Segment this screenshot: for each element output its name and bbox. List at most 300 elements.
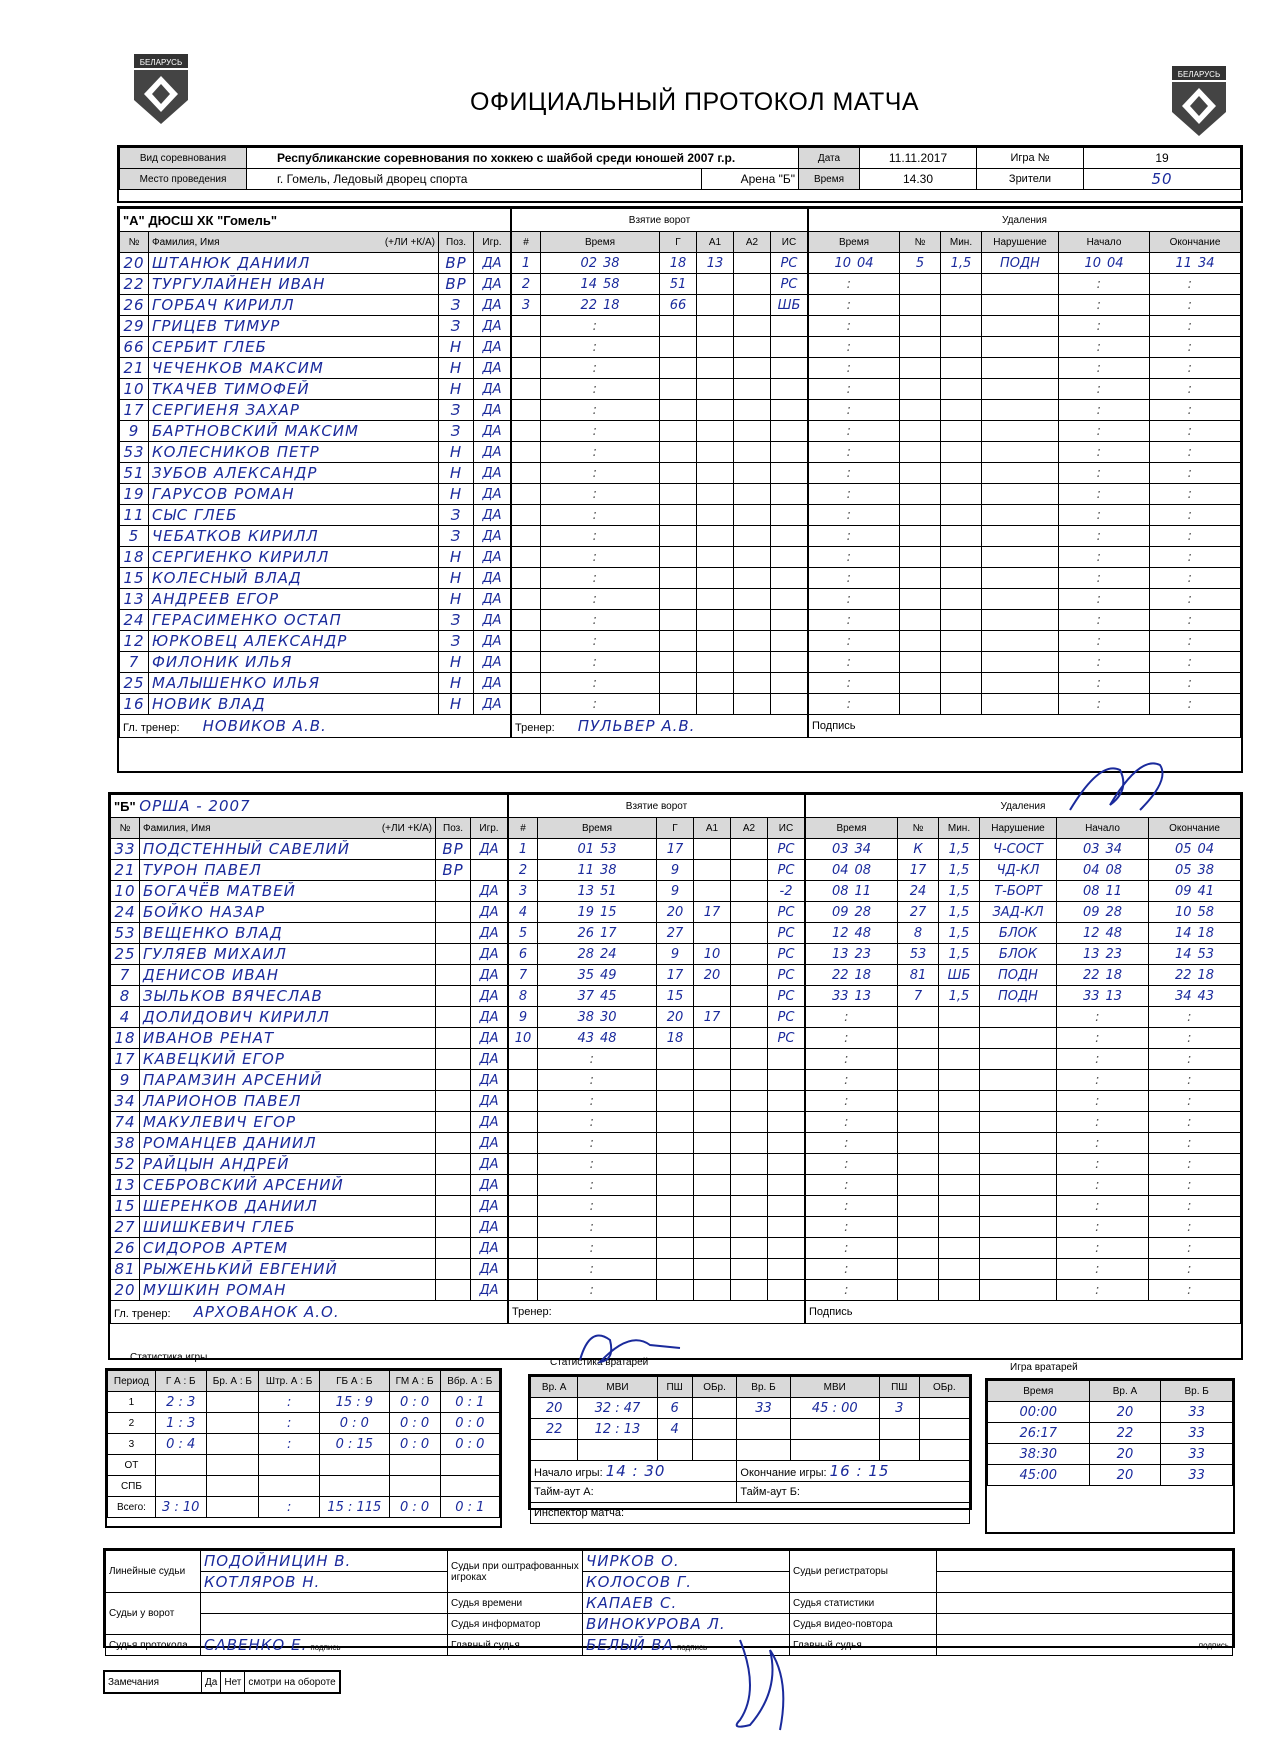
goal-min: 38 [538,1007,598,1028]
pen-start-min: : [1057,1238,1103,1259]
pen-start-min: 33 [1057,986,1103,1007]
pen-time-sec: 48 [852,923,898,944]
pen-start-sec [1103,1259,1149,1280]
goal-a1 [694,839,731,860]
goal-num [512,526,541,547]
pen-time-sec [852,1070,898,1091]
goal-min: 01 [538,839,598,860]
notes-yes[interactable]: Да [202,1672,221,1693]
pen-minutes [941,673,982,694]
goal-a2 [731,1112,768,1133]
player-pos: ВР [436,839,471,860]
pen-minutes [941,589,982,610]
table-row [531,1398,970,1419]
table-row [120,568,511,589]
pen-time-sec [854,358,900,379]
player-pos: Н [439,694,474,715]
table-row [111,1196,508,1217]
player-igr: ДА [474,253,511,274]
pen-start-sec [1104,547,1150,568]
goal-is: РС [768,1007,805,1028]
goal-row [509,881,805,902]
goal-a2 [731,923,768,944]
goal-scorer: 9 [657,860,694,881]
pen-infraction [982,484,1059,505]
table-cell [206,1455,259,1476]
goal-min: : [541,652,601,673]
player-name: РОМАНЦЕВ ДАНИИЛ [140,1133,436,1154]
pen-infraction [980,1028,1057,1049]
goal-row [512,589,808,610]
player-pos [436,1112,471,1133]
pen-infraction [982,337,1059,358]
goal-num: 7 [509,965,538,986]
player-pos: З [439,610,474,631]
goal-a1 [697,568,734,589]
page-title: ОФИЦИАЛЬНЫЙ ПРОТОКОЛ МАТЧА [470,88,920,116]
player-name: ЗЫЛЬКОВ ВЯЧЕСЛАВ [140,986,436,1007]
player-igr: ДА [471,1259,508,1280]
table-row [988,1444,1233,1465]
goal-sec [600,526,660,547]
table-cell: : [259,1392,320,1413]
pen-start-min: 13 [1057,944,1103,965]
goal-row [509,965,805,986]
table-cell: 6 [657,1398,692,1419]
pen-player: К [898,839,939,860]
pen-infraction [982,421,1059,442]
goal-num: 8 [509,986,538,1007]
team-a-sign: Подпись [809,715,1241,738]
goal-row [512,253,808,274]
pen-start-min: : [1057,1259,1103,1280]
pen-start-sec [1103,1238,1149,1259]
player-name: ПАРАМЗИН АРСЕНИЙ [140,1070,436,1091]
player-pos: Н [439,337,474,358]
team-b-sign: Подпись [806,1301,1241,1324]
goal-a2 [731,902,768,923]
pen-end-min: : [1150,589,1196,610]
pen-start-sec [1104,589,1150,610]
player-igr: ДА [471,944,508,965]
pen-end-min: 10 [1149,902,1195,923]
pen-start-sec: 28 [1103,902,1149,923]
goal-num [512,421,541,442]
pen-minutes: 1,5 [939,902,980,923]
goal-row [509,1196,805,1217]
goal-min: : [541,505,601,526]
goal-num [509,1070,538,1091]
pen-start-sec [1103,1007,1149,1028]
col-header: Вр. Б [1161,1381,1233,1402]
penalty-row [809,337,1241,358]
pen-end-min: : [1150,484,1196,505]
table-row [120,652,511,673]
player-name: ПОДСТЕННЫЙ САВЕЛИЙ [140,839,436,860]
pen-end-sec: 58 [1195,902,1241,923]
pen-time-min: : [809,589,855,610]
table-cell [320,1476,389,1497]
pen-start-sec [1103,1133,1149,1154]
player-number: 15 [111,1196,140,1217]
pen-minutes [941,547,982,568]
goal-sec [600,421,660,442]
goal-num [512,547,541,568]
pen-end-sec [1195,379,1241,400]
gkplay-title: Игра вратарей [1010,1362,1078,1373]
gk-title: Статистика вратарей [550,1357,649,1368]
goal-num [512,484,541,505]
pen-end-sec [1195,1280,1241,1301]
player-name: СЕРГИЕНКО КИРИЛЛ [149,547,439,568]
player-name: КОЛЕСНЫЙ ВЛАД [149,568,439,589]
player-number: 34 [111,1091,140,1112]
goal-row [509,944,805,965]
player-pos [436,1049,471,1070]
pen-time-min: : [809,295,855,316]
player-name: ТКАЧЕВ ТИМОФЕЙ [149,379,439,400]
goal-is: РС [768,860,805,881]
player-igr: ДА [474,463,511,484]
player-igr: ДА [474,652,511,673]
player-number: 13 [120,589,149,610]
signature-scribble-1 [1060,750,1180,820]
goal-row [512,421,808,442]
team-b-name-row: "Б" ОРША - 2007 [111,795,508,818]
pen-end-min: : [1149,1238,1195,1259]
team-a-head-coach-row: Гл. тренер: НОВИКОВ А.В. [120,715,511,738]
goal-row [509,839,805,860]
goal-a1 [697,673,734,694]
player-name: РАЙЦЫН АНДРЕЙ [140,1154,436,1175]
pen-end-min: 14 [1149,923,1195,944]
player-pos: З [439,421,474,442]
penalty-row [806,1049,1241,1070]
pen-start-min: : [1057,1091,1103,1112]
goal-scorer [660,673,697,694]
pen-time-sec [852,1238,898,1259]
player-igr: ДА [474,694,511,715]
pbox-label: Судьи при оштрафованных игроках [448,1551,583,1593]
table-cell: 15 : 9 [320,1392,389,1413]
goal-is [768,1049,805,1070]
table-cell: ОТ [108,1455,156,1476]
goal-min: : [538,1133,598,1154]
pen-time-sec [854,673,900,694]
pen-minutes [941,274,982,295]
pen-minutes [941,400,982,421]
goal-scorer [657,1196,694,1217]
table-row [120,694,511,715]
goal-num [512,358,541,379]
pen-start-min: : [1057,1196,1103,1217]
goal-sec [597,1154,657,1175]
player-name: ГУЛЯЕВ МИХАИЛ [140,944,436,965]
pen-player: 81 [898,965,939,986]
table-cell: 00:00 [988,1402,1090,1423]
pen-player [898,1070,939,1091]
pen-infraction [980,1154,1057,1175]
goal-a1 [697,379,734,400]
goal-row [512,463,808,484]
player-name: ФИЛОНИК ИЛЬЯ [149,652,439,673]
goal-sec [600,652,660,673]
penalty-row [806,1091,1241,1112]
goal-row [509,1259,805,1280]
player-igr: ДА [471,1196,508,1217]
date-label: Дата [799,148,860,169]
pen-player [898,1175,939,1196]
pen-start-sec [1103,1175,1149,1196]
goal-a1 [697,631,734,652]
info-label: Судья информатор [448,1614,583,1635]
goal-a2 [734,274,771,295]
player-name: СИДОРОВ АРТЕМ [140,1238,436,1259]
table-cell [879,1419,919,1440]
pen-end-min: : [1150,421,1196,442]
pen-player [900,673,941,694]
goal-a2 [734,442,771,463]
pen-end-sec [1195,316,1241,337]
goal-a2 [731,1028,768,1049]
player-number: 13 [111,1175,140,1196]
table-row [108,1392,500,1413]
pen-player: 24 [898,881,939,902]
pen-start-sec [1104,568,1150,589]
goal-scorer [660,442,697,463]
team-b-goals: Взятие ворот # Время Г А1 А2 ИС 1 01 53 17 РС 2 11 38 9 РС 3 13 51 9 -2 4 19 15 20 17 РС 5 26 17 27 РС 6 28 24 9 10 РС 7 35 49 17 20 РС 8 37 45 15 РС 9 38 30 20 17 РС 10 43 48 18 РС : : : : : : : : : : : : Тренер: [508,794,805,1324]
goal-is: -2 [768,881,805,902]
time-value: 14.30 [860,169,977,190]
pen-end-min: : [1150,379,1196,400]
pen-time-sec [854,526,900,547]
player-pos [436,1196,471,1217]
player-number: 66 [120,337,149,358]
pen-end-min: : [1150,631,1196,652]
player-number: 22 [120,274,149,295]
player-igr: ДА [474,484,511,505]
player-igr: ДА [471,902,508,923]
prot-judge: САВЕНКО Е. [204,1636,308,1654]
table-cell: : [259,1497,320,1518]
goal-a1 [694,1049,731,1070]
goal-a1: 17 [694,1007,731,1028]
player-pos [436,965,471,986]
goal-a2 [731,944,768,965]
pen-end-sec: 43 [1195,986,1241,1007]
pen-time-sec [852,1049,898,1070]
pen-player [898,1238,939,1259]
goal-row [512,442,808,463]
table-cell: 20 [1089,1402,1161,1423]
table-row [120,274,511,295]
pen-start-min: 09 [1057,902,1103,923]
table-cell: 33 [1161,1423,1233,1444]
pen-start-min: : [1059,589,1105,610]
penalty-row [806,1238,1241,1259]
goal-num [512,379,541,400]
pen-player [900,589,941,610]
col-header: Период [108,1371,156,1392]
goal-a2 [731,1154,768,1175]
pen-time-min: : [809,274,855,295]
goal-row [509,860,805,881]
goal-num [509,1175,538,1196]
player-igr: ДА [474,547,511,568]
timeout-a: Тайм-аут А: [531,1482,737,1503]
player-number: 52 [111,1154,140,1175]
goal-num [512,589,541,610]
goal-a1 [697,505,734,526]
table-row [120,421,511,442]
team-a-head-coach: НОВИКОВ А.В. [202,717,327,735]
table-row [120,484,511,505]
table-row [111,1091,508,1112]
penalty-row [809,568,1241,589]
stat-label: Судья статистики [790,1593,937,1614]
pen-infraction [980,1049,1057,1070]
pen-end-sec [1195,1133,1241,1154]
goal-scorer [660,379,697,400]
pen-start-min: : [1059,673,1105,694]
pen-minutes [941,316,982,337]
goal-a2 [734,421,771,442]
table-row [120,631,511,652]
pen-time-sec: 28 [852,902,898,923]
goal-min: : [541,358,601,379]
goal-is [771,379,808,400]
pen-time-sec [854,610,900,631]
pen-time-min: : [809,400,855,421]
pen-infraction: ПОДН [980,986,1057,1007]
pen-start-sec [1104,442,1150,463]
goal-row [512,652,808,673]
goal-sec [600,400,660,421]
pen-minutes [941,421,982,442]
pen-minutes [939,1154,980,1175]
goal-row [509,1175,805,1196]
goal-scorer: 15 [657,986,694,1007]
pen-end-min: : [1149,1259,1195,1280]
goal-a1 [694,1028,731,1049]
table-row [120,673,511,694]
goal-a1 [697,337,734,358]
player-pos: З [439,631,474,652]
pen-end-min: 11 [1150,253,1196,274]
notes-no[interactable]: Нет [221,1672,245,1693]
goal-sec: 48 [597,1028,657,1049]
pen-end-sec [1195,274,1241,295]
goal-min: : [541,610,601,631]
goal-is: РС [768,839,805,860]
player-igr: ДА [474,358,511,379]
col-header: МВИ [790,1377,879,1398]
match-header [117,145,1243,203]
goal-a2 [734,316,771,337]
pen-time-sec [854,547,900,568]
pen-minutes [941,505,982,526]
goal-a2 [734,547,771,568]
spect-value: 50 [1084,169,1241,190]
goal-scorer [657,1154,694,1175]
player-name: АНДРЕЕВ ЕГОР [149,589,439,610]
goal-row [512,484,808,505]
pen-start-sec: 08 [1103,860,1149,881]
table-row [120,379,511,400]
goal-a1 [694,1196,731,1217]
col-header: Вр. А [531,1377,578,1398]
player-igr: ДА [471,923,508,944]
table-cell: 0 : 15 [320,1434,389,1455]
player-pos: З [439,400,474,421]
pen-start-min: : [1059,400,1105,421]
goal-a1 [697,442,734,463]
goal-scorer [660,694,697,715]
pen-player [900,694,941,715]
pen-minutes [939,1196,980,1217]
pen-end-sec [1195,358,1241,379]
pen-infraction: ПОДН [980,965,1057,986]
goal-sec [597,1091,657,1112]
goal-a2 [734,505,771,526]
player-igr: ДА [471,1154,508,1175]
player-number: 53 [120,442,149,463]
pen-player [900,568,941,589]
goal-a2 [731,1007,768,1028]
col-name: Фамилия, Имя (+ЛИ +К/А) [149,232,439,253]
goal-num [509,1154,538,1175]
table-row [120,337,511,358]
pen-start-min: : [1057,1028,1103,1049]
player-igr: ДА [471,1070,508,1091]
pen-player [898,1133,939,1154]
player-number: 17 [120,400,149,421]
start-time: 14 : 30 [605,1462,666,1480]
pen-end-min: : [1149,1007,1195,1028]
goal-is [771,316,808,337]
player-number: 74 [111,1112,140,1133]
pen-start-sec [1103,1091,1149,1112]
table-cell [206,1476,259,1497]
penalty-row [809,358,1241,379]
table-cell [206,1497,259,1518]
pen-start-min: : [1059,652,1105,673]
player-pos: ВР [439,253,474,274]
goal-is [771,463,808,484]
col-pos: Поз. [439,232,474,253]
table-row [120,253,511,274]
goal-min: : [541,526,601,547]
place-value: г. Гомель, Ледовый дворец спорта [247,169,702,190]
player-number: 10 [120,379,149,400]
pen-time-sec [854,295,900,316]
goal-scorer [657,1070,694,1091]
pen-start-min: : [1057,1175,1103,1196]
pen-time-min: : [806,1049,852,1070]
pen-end-min: : [1150,568,1196,589]
goal-sec [600,379,660,400]
goal-num [512,463,541,484]
pen-minutes [941,631,982,652]
table-cell: 4 [657,1419,692,1440]
pen-time-sec [854,337,900,358]
goal-scorer [660,631,697,652]
pen-start-min: : [1059,505,1105,526]
pen-infraction [982,610,1059,631]
player-pos [436,902,471,923]
player-name: ГРИЦЕВ ТИМУР [149,316,439,337]
goal-a1 [697,526,734,547]
